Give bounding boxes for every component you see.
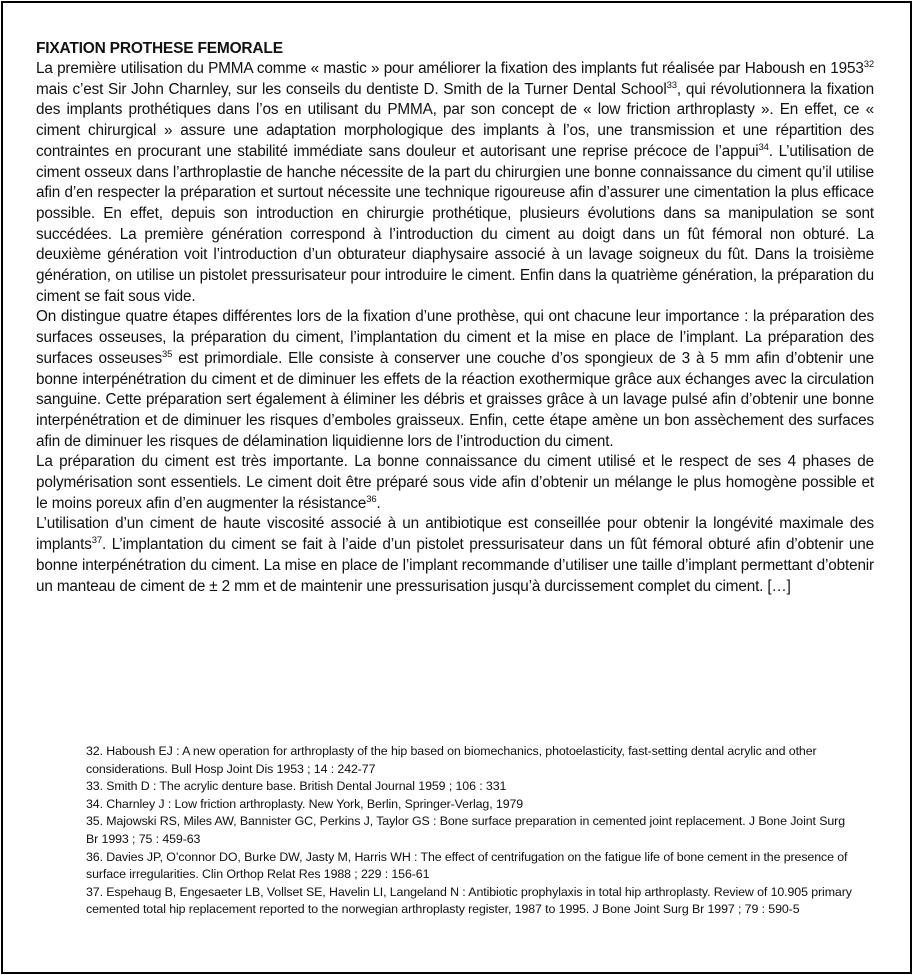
- paragraph-history: [36, 59, 874, 307]
- paragraph-text: .: [376, 494, 381, 512]
- paragraph-text: La préparation du ciment est très importante. La bonne connaissance du ciment utilisé et le respect de ses 4 phases de polymérisation sont essentiels. Le ciment doit être préparé sous vide afin d’obtenir un mélange le plus homogène possible et le moins poreux afin d’en augmenter la résistance: [36, 453, 874, 512]
- paragraph-text: mais c’est Sir John Charnley, sur les conseils du dentiste D. Smith de la Turner Dental School: [36, 80, 667, 98]
- footnote-ref-36[interactable]: 36: [366, 493, 377, 505]
- paragraph-text: On distingue quatre étapes différentes lors de la fixation d’une prothèse, qui ont chacune leur importance : la préparation des surfaces osseuses, la préparation du ciment, l’implantation du ciment et la mise en place de l’implant. La préparation des surfaces osseuses: [36, 308, 874, 367]
- reference-32: 32. Haboush EJ : A new operation for arthroplasty of the hip based on biomechanics, photoelasticity, fast-setting dental acrylic and other considerations. Bull Hosp Joint Dis 1953 ; 14 : 242-77: [86, 744, 817, 776]
- paragraph-text: L’utilisation d’un ciment de haute viscosité associé à un antibiotique est conseillée pour obtenir la longévité maximale des implants: [36, 515, 874, 554]
- paragraph-text: . L’utilisation de ciment osseux dans l’arthroplastie de hanche nécessite de la part du chirurgien une bonne connaissance du ciment qu’il utilise afin d’en respecter la préparation et surtout nécessite une technique rigoureuse afin d’assurer une cimentation la plus efficace possible. En effet, depuis son introduction en chirurgie prothétique, plusieurs évolutions dans sa manipulation se sont succédées. La première génération correspond à l’introduction du ciment au doigt dans un fût fémoral non obturé. La deuxième génération voit l’introduction d’un obturateur diaphysaire associé à un lavage soigneux du fût. Dans la troisième génération, on utilise un pistolet pressurisateur pour introduire le ciment. Enfin dans la quatrième génération, la préparation du ciment se fait sous vide.: [36, 142, 875, 305]
- reference-36: 36. Davies JP, O’connor DO, Burke DW, Jasty M, Harris WH : The effect of centrifugation on the fatigue life of bone cement in the presence of surface irregularities. Clin Orthop Relat Res 1988 ; 229 : 156-61: [86, 849, 848, 882]
- footnote-ref-33[interactable]: 33: [666, 79, 677, 91]
- paragraph-text: , qui révolutionnera la fixation des implants prothétiques dans l’os en utilisant du PMMA, par son concept de « low friction arthroplasty ». En effet, ce « ciment chirurgical » assure une adaptation morphologique des implants à l’os, une transmission et une répartition des contraintes en procurant une stabilité immédiate sans douleur et autorisant une reprise précoce de l’appui: [36, 80, 875, 160]
- paragraph-text: La première utilisation du PMMA comme « mastic » pour améliorer la fixation des implants fut réalisée par Haboush en 1953: [36, 60, 864, 77]
- reference-37: 37. Espehaug B, Engesaeter LB, Vollset SE, Havelin LI, Langeland N : Antibiotic prophylaxis in total hip arthroplasty. Review of 10.905 primary cemented total hip replacement reported to the norwegian arthroplasty register, 1987 to 1995. J Bone Joint Surg Br 1997 ; 79 : 590-5: [86, 884, 852, 917]
- paragraph-cement-preparation: [36, 452, 874, 514]
- paragraph-cement-implantation: [36, 514, 874, 597]
- paragraph-steps: [36, 307, 874, 452]
- paragraph-text: est primordiale. Elle consiste à conserver une couche d’os spongieux de 3 à 5 mm afin d’obtenir une bonne interpénétration du ciment et de diminuer les effets de la réaction exothermique grâce aux échanges avec la circulation sanguine. Cette préparation sert également à éliminer les débris et graisses grâce à un lavage pulsé afin d’obtenir une bonne interpénétration et de diminuer les risques d’emboles graisseux. Enfin, cette étape amène un bon assèchement des surfaces afin de diminuer les risques de délamination liquidienne lors de l’introduction du ciment.: [36, 349, 874, 450]
- reference-34: 34. Charnley J : Low friction arthroplasty. New York, Berlin, Springer-Verlag, 1979: [86, 796, 524, 811]
- reference-33: 33. Smith D : The acrylic denture base. British Dental Journal 1959 ; 106 : 331: [86, 779, 507, 794]
- reference-35: 35. Majowski RS, Miles AW, Bannister GC, Perkins J, Taylor GS : Bone surface preparation in cemented joint replacement. J Bone Joint Surg Br 1993 ; 75 : 459-63: [86, 814, 846, 846]
- section-title: FIXATION PROTHESE FEMORALE: [36, 40, 283, 57]
- paragraph-text: . L’implantation du ciment se fait à l’aide d’un pistolet pressurisateur dans un fût fémoral obturé afin d’obtenir une bonne interpénétration du ciment. La mise en place de l’implant recommande d’utiliser une taille d’implant permettant d’obtenir un manteau de ciment de ± 2 mm et de maintenir une pressurisation jusqu’à durcissement complet du ciment. […]: [36, 536, 874, 595]
- footnote-ref-37[interactable]: 37: [91, 535, 103, 547]
- footnote-ref-34[interactable]: 34: [758, 141, 769, 153]
- footnote-ref-35[interactable]: 35: [161, 348, 173, 360]
- document-body: [36, 38, 874, 597]
- reference-list: [86, 743, 856, 919]
- footnote-ref-32[interactable]: 32: [863, 59, 874, 70]
